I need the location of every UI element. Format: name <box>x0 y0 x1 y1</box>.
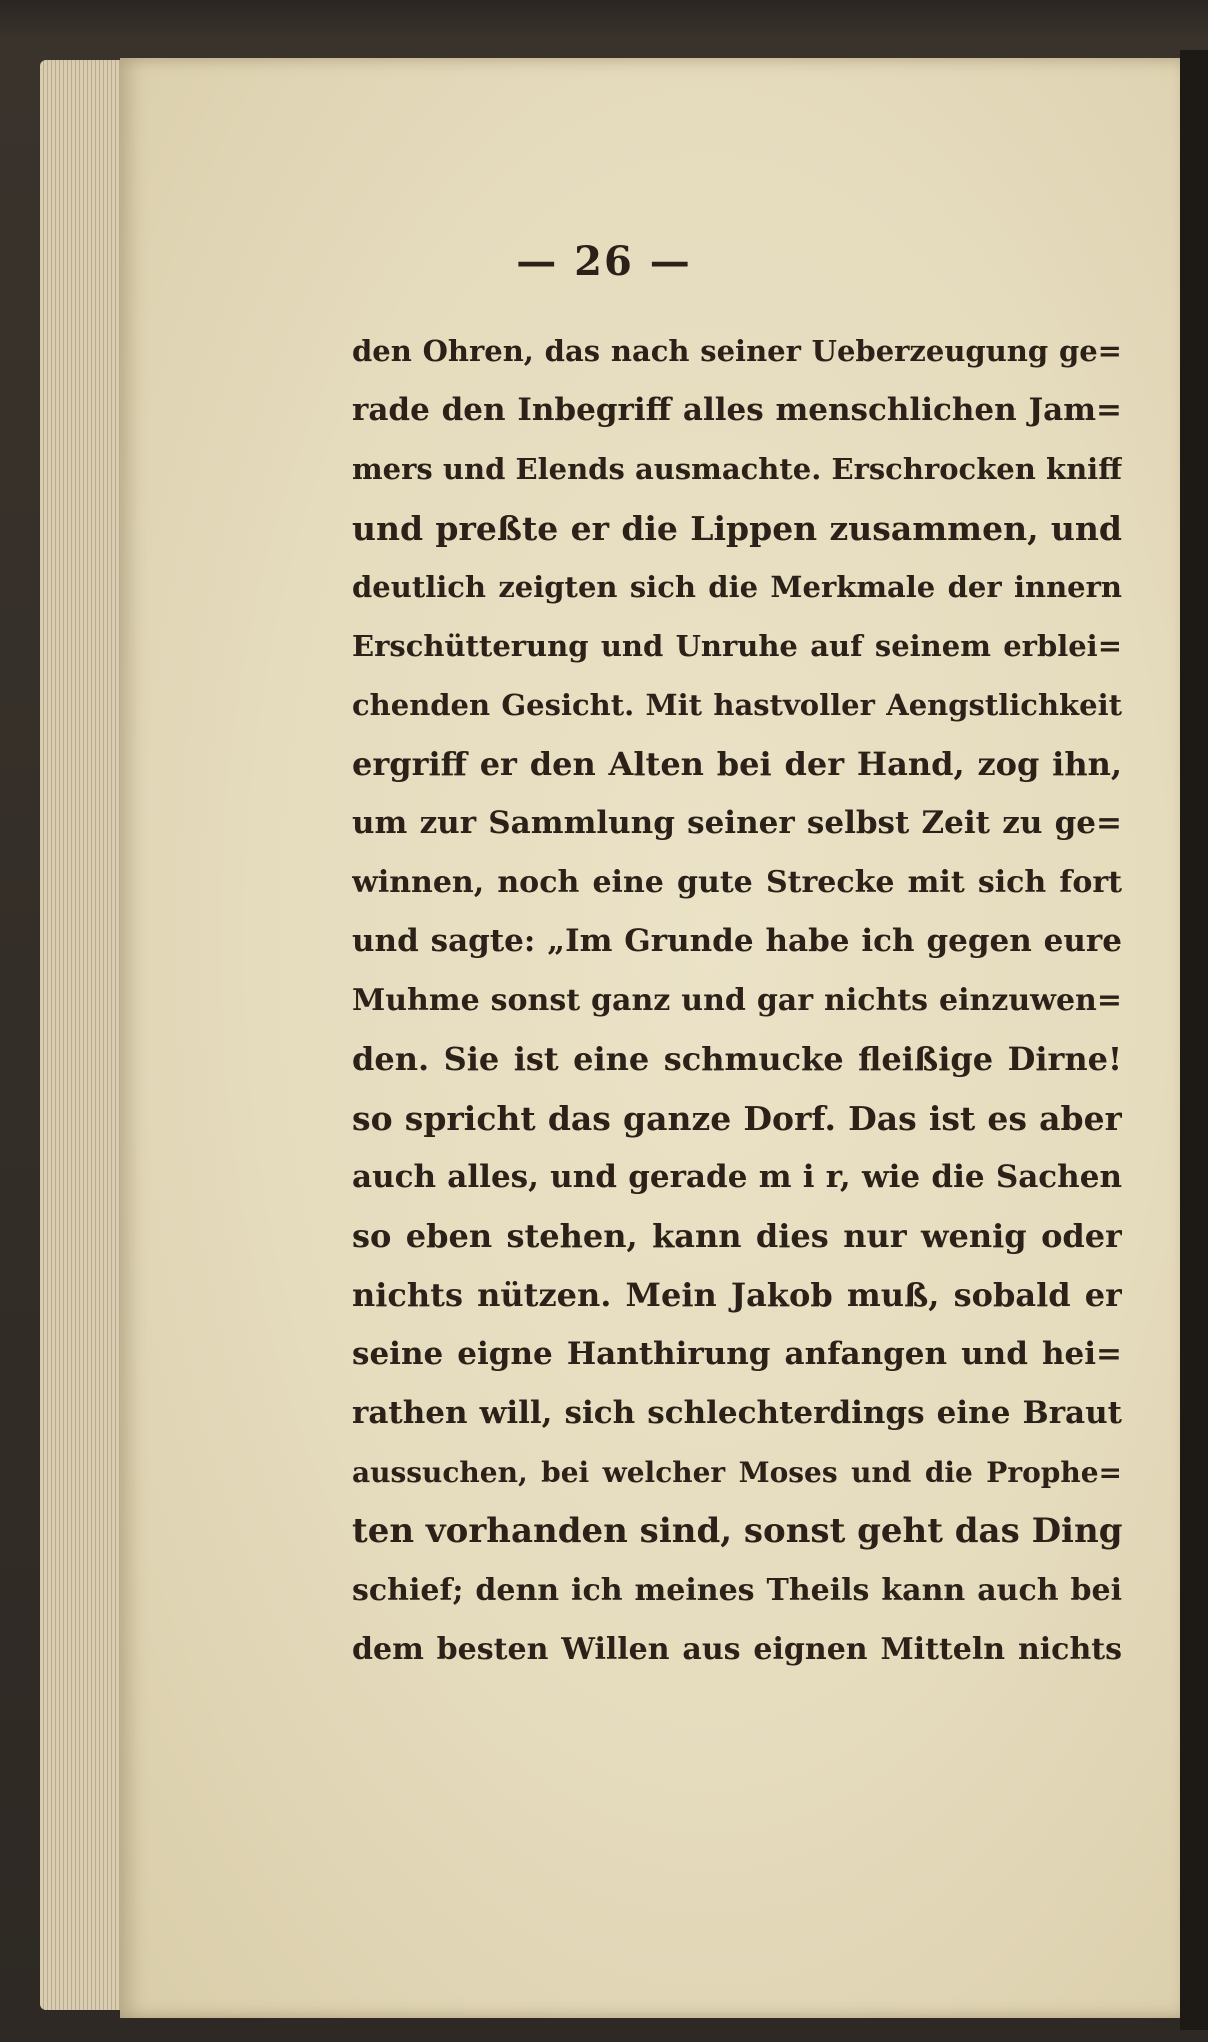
text-line: den. Sie ist eine schmucke fleißige Dirne! <box>352 1040 1122 1078</box>
text-line: deutlich zeigten sich die Merkmale der innern <box>352 570 1122 604</box>
text-line: und preßte er die Lippen zusammen, und <box>352 509 1122 548</box>
page-number: — 26 — <box>516 238 692 285</box>
page-edges <box>40 60 130 2010</box>
text-line: den Ohren, das nach seiner Ueberzeugung ge= <box>352 334 1122 368</box>
text-line: ten vorhanden sind, sonst geht das Ding <box>352 1511 1122 1551</box>
text-line: rade den Inbegriff alles menschlichen Jam= <box>352 392 1122 428</box>
text-line: mers und Elends ausmachte. Erschrocken kniff <box>352 452 1122 486</box>
text-line: Erschütterung und Unruhe auf seinem erblei= <box>352 629 1122 663</box>
text-line: um zur Sammlung seiner selbst Zeit zu ge= <box>352 805 1122 841</box>
text-line: so eben stehen, kann dies nur wenig oder <box>352 1217 1122 1255</box>
text-line: aussuchen, bei welcher Moses und die Prophe= <box>352 1456 1122 1489</box>
text-line: so spricht das ganze Dorf. Das ist es aber <box>352 1099 1122 1138</box>
text-line: seine eigne Hanthirung anfangen und hei= <box>352 1336 1122 1372</box>
text-line: chenden Gesicht. Mit hastvoller Aengstlichkeit <box>352 688 1122 722</box>
text-line: auch alles, und gerade m i r, wie die Sachen <box>352 1159 1122 1195</box>
text-line: dem besten Willen aus eignen Mitteln nichts <box>352 1632 1122 1667</box>
text-line: winnen, noch eine gute Strecke mit sich fort <box>352 865 1122 900</box>
text-line: Muhme sonst ganz und gar nichts einzuwen= <box>352 983 1122 1018</box>
text-line: und sagte: „Im Grunde habe ich gegen eure <box>352 923 1122 959</box>
text-line: rathen will, sich schlechterdings eine Braut <box>352 1395 1122 1431</box>
text-line: nichts nützen. Mein Jakob muß, sobald er <box>352 1276 1122 1314</box>
body-text <box>352 322 1122 1679</box>
book-cover-edge <box>1180 50 1208 2030</box>
text-line: ergriff er den Alten bei der Hand, zog ihn, <box>352 745 1122 783</box>
text-line: schief; denn ich meines Theils kann auch bei <box>352 1573 1122 1608</box>
